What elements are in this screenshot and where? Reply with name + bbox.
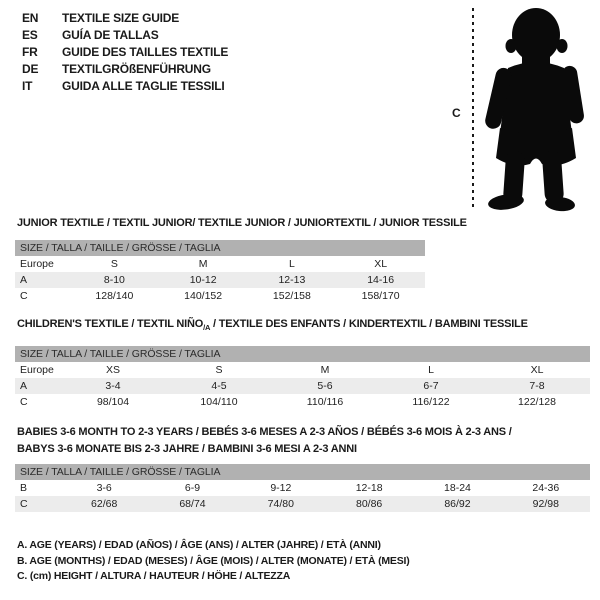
babies-section-title-line1: BABIES 3-6 MONTH TO 2-3 YEARS / BEBÉS 3-6 MESES A 2-3 AÑOS / BÉBÉS 3-6 MOIS À 2-3 ANS / — [17, 426, 512, 438]
size-cell: M — [320, 364, 330, 376]
value-cell: 80/86 — [356, 498, 383, 510]
height-marker-label: C — [452, 106, 461, 120]
value-cell: 10-12 — [189, 274, 217, 286]
lang-title: TEXTILE SIZE GUIDE — [62, 11, 180, 25]
table-row-age — [15, 378, 590, 394]
value-cell: 5-6 — [317, 380, 333, 392]
value-cell: 4-5 — [211, 380, 227, 392]
row-label: C — [20, 498, 28, 510]
size-cell: M — [198, 258, 208, 270]
value-cell: 7-8 — [529, 380, 545, 392]
value-cell: 24-36 — [532, 482, 560, 494]
value-cell: 62/68 — [91, 498, 118, 510]
title-subscript: /A — [203, 323, 211, 333]
lang-code: FR — [22, 45, 38, 59]
lang-code: IT — [22, 79, 33, 93]
value-cell: 18-24 — [444, 482, 471, 494]
junior-size-table — [15, 240, 425, 304]
value-cell: 3-4 — [105, 380, 121, 392]
row-label: B — [20, 482, 28, 494]
row-label: A — [20, 380, 28, 392]
lang-row-es — [22, 27, 228, 44]
value-cell: 9-12 — [270, 482, 292, 494]
table-row-height — [15, 288, 425, 304]
table-row-height — [15, 496, 590, 512]
lang-title: GUÍA DE TALLAS — [62, 28, 159, 42]
lang-row-de — [22, 61, 228, 78]
junior-section-title: JUNIOR TEXTILE / TEXTIL JUNIOR/ TEXTILE JUNIOR / JUNIORTEXTIL / JUNIOR TESSILE — [17, 217, 467, 229]
value-cell: 8-10 — [103, 274, 125, 286]
lang-title: GUIDE DES TAILLES TEXTILE — [62, 45, 229, 59]
table-row-europe — [15, 256, 425, 272]
value-cell: 12-18 — [355, 482, 383, 494]
value-cell: 86/92 — [444, 498, 471, 510]
size-bar-header: SIZE / TALLA / TAILLE / GRÖSSE / TAGLIA — [15, 464, 590, 480]
lang-code: DE — [22, 62, 39, 76]
value-cell: 140/152 — [184, 290, 223, 302]
legend-line-c: C. (cm) HEIGHT / ALTURA / HAUTEUR / HÖHE / ALTEZZA — [17, 570, 291, 582]
value-cell: 68/74 — [179, 498, 206, 510]
children-size-table — [15, 346, 590, 410]
value-cell: 3-6 — [96, 482, 112, 494]
value-cell: 74/80 — [267, 498, 294, 510]
lang-row-en — [22, 10, 228, 27]
row-label: A — [20, 274, 28, 286]
size-cell: S — [215, 364, 223, 376]
row-label: Europe — [20, 258, 54, 270]
size-cell: S — [110, 258, 118, 270]
value-cell: 98/104 — [96, 396, 130, 408]
lang-title: GUIDA ALLE TAGLIE TESSILI — [62, 79, 225, 93]
title-text: / TEXTILE DES ENFANTS / KINDERTEXTIL / BAMBINI TESSILE — [210, 318, 528, 330]
value-cell: 6-7 — [423, 380, 439, 392]
children-section-title — [17, 318, 528, 332]
language-title-list — [22, 10, 228, 95]
lang-code: EN — [22, 11, 39, 25]
lang-code: ES — [22, 28, 38, 42]
table-row-height — [15, 394, 590, 410]
size-cell: XL — [374, 258, 388, 270]
size-cell: XS — [105, 364, 120, 376]
title-text: CHILDREN'S TEXTILE / TEXTIL NIÑO — [17, 318, 204, 330]
value-cell: 122/128 — [518, 396, 556, 408]
value-cell: 14-16 — [367, 274, 395, 286]
value-cell: 158/170 — [361, 290, 400, 302]
row-label: C — [20, 290, 28, 302]
value-cell: 110/116 — [306, 396, 344, 408]
table-row-age-months — [15, 480, 590, 496]
size-cell: L — [288, 258, 295, 270]
size-bar-header: SIZE / TALLA / TAILLE / GRÖSSE / TAGLIA — [15, 240, 425, 256]
lang-row-fr — [22, 44, 228, 61]
value-cell: 116/122 — [412, 396, 450, 408]
legend — [17, 538, 410, 585]
row-label: Europe — [20, 364, 54, 376]
value-cell: 92/98 — [532, 498, 559, 510]
height-marker-dotted-line — [472, 8, 474, 207]
legend-line-a: A. AGE (YEARS) / EDAD (AÑOS) / ÂGE (ANS) / ALTER (JAHRE) / ETÀ (ANNI) — [17, 539, 381, 551]
value-cell: 152/158 — [272, 290, 311, 302]
baby-silhouette-image — [478, 6, 596, 212]
value-cell: 128/140 — [95, 290, 134, 302]
row-label: C — [20, 396, 28, 408]
legend-line-b: B. AGE (MONTHS) / EDAD (MESES) / ÂGE (MOIS) / ALTER (MONATE) / ETÀ (MESI) — [17, 554, 410, 567]
value-cell: 6-9 — [184, 482, 201, 494]
babies-size-table — [15, 464, 590, 512]
value-cell: 12-13 — [278, 274, 306, 286]
lang-title: TEXTILGRÖßENFÜHRUNG — [62, 62, 211, 76]
value-cell: 104/110 — [200, 396, 238, 408]
table-row-europe — [15, 362, 590, 378]
table-row-age — [15, 272, 425, 288]
babies-section-title-line2: BABYS 3-6 MONATE BIS 2-3 JAHRE / BAMBINI 3-6 MESI A 2-3 ANNI — [17, 443, 357, 455]
size-bar-header: SIZE / TALLA / TAILLE / GRÖSSE / TAGLIA — [15, 346, 590, 362]
lang-row-it — [22, 78, 228, 95]
size-cell: XL — [530, 364, 544, 376]
size-cell: L — [428, 364, 434, 376]
